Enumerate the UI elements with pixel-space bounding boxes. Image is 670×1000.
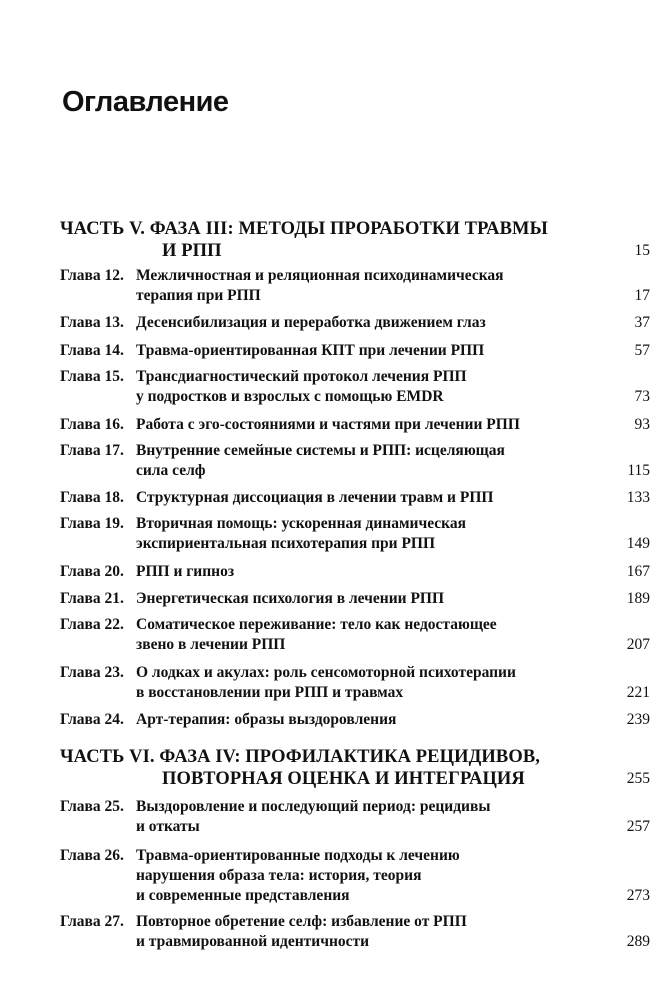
page-number: 255 <box>626 770 650 787</box>
chapter-title-line: Арт-терапия: образы выздоровления <box>136 711 397 728</box>
toc-chapter-entry <box>60 441 650 481</box>
chapter-title-line: Десенсибилизация и переработка движением глаз <box>136 314 486 331</box>
page-number: 73 <box>634 388 650 405</box>
toc-chapter-entry <box>60 663 650 703</box>
page-number: 221 <box>626 684 650 701</box>
toc-chapter-entry <box>60 367 650 407</box>
chapter-title-line: звено в лечении РПП <box>136 636 286 653</box>
toc-chapter-entry <box>60 514 650 554</box>
toc-chapter-entry <box>60 266 650 306</box>
part-title-line: ЧАСТЬ VI. ФАЗА IV: ПРОФИЛАКТИКА РЕЦИДИВОВ, <box>60 747 540 767</box>
toc-chapter-entry <box>60 562 650 582</box>
chapter-label: Глава 25. <box>60 798 124 815</box>
chapter-title-line: Соматическое переживание: тело как недостающее <box>136 616 497 633</box>
toc-chapter-entry <box>60 710 650 730</box>
page-number: 57 <box>634 342 650 359</box>
chapter-title-line: терапия при РПП <box>136 287 261 304</box>
chapter-label: Глава 22. <box>60 616 124 633</box>
page-number: 257 <box>626 818 650 835</box>
chapter-label: Глава 26. <box>60 847 124 864</box>
page-number: 167 <box>626 563 650 580</box>
page-number: 37 <box>634 314 650 331</box>
page-number: 93 <box>634 416 650 433</box>
chapter-title-line: О лодках и акулах: роль сенсомоторной психотерапии <box>136 664 516 681</box>
chapter-title-line: и откаты <box>136 818 200 835</box>
chapter-title-line: и травмированной идентичности <box>136 933 370 950</box>
part-title-line: ЧАСТЬ V. ФАЗА III: МЕТОДЫ ПРОРАБОТКИ ТРАВМЫ <box>60 219 548 239</box>
chapter-title-line: в восстановлении при РПП и травмах <box>136 684 404 701</box>
part-title-line: ПОВТОРНАЯ ОЦЕНКА И ИНТЕГРАЦИЯ <box>162 769 525 789</box>
chapter-label: Глава 23. <box>60 664 124 681</box>
page-number: 289 <box>626 933 650 950</box>
chapter-title-line: Работа с эго-состояниями и частями при лечении РПП <box>136 416 520 433</box>
toc-heading: Оглавление <box>62 86 229 118</box>
toc-part-entry <box>60 746 650 790</box>
chapter-title-line: у подростков и взрослых с помощью EMDR <box>136 388 444 405</box>
toc-chapter-entry <box>60 615 650 655</box>
page-number: 273 <box>626 887 650 904</box>
chapter-title-line: Энергетическая психология в лечении РПП <box>136 590 445 607</box>
chapter-title-line: сила селф <box>136 462 206 479</box>
toc-chapter-entry <box>60 313 650 333</box>
chapter-title-line: Травма-ориентированные подходы к лечению <box>136 847 460 864</box>
chapter-label: Глава 24. <box>60 711 124 728</box>
toc-chapter-entry <box>60 846 650 906</box>
chapter-title-line: РПП и гипноз <box>136 563 235 580</box>
page-number: 17 <box>634 287 650 304</box>
toc-chapter-entry <box>60 912 650 952</box>
chapter-label: Глава 13. <box>60 314 124 331</box>
chapter-title-line: Выздоровление и последующий период: рецидивы <box>136 798 491 815</box>
chapter-label: Глава 15. <box>60 368 124 385</box>
page-number: 115 <box>627 462 650 479</box>
chapter-label: Глава 18. <box>60 489 124 506</box>
chapter-label: Глава 12. <box>60 267 124 284</box>
page-number: 239 <box>626 711 650 728</box>
page-number: 133 <box>626 489 650 506</box>
chapter-label: Глава 27. <box>60 913 124 930</box>
chapter-label: Глава 19. <box>60 515 124 532</box>
part-title-line: И РПП <box>162 241 222 261</box>
page-number: 207 <box>626 636 650 653</box>
chapter-title-line: Внутренние семейные системы и РПП: исцеляющая <box>136 442 505 459</box>
toc-chapter-entry <box>60 415 650 435</box>
chapter-label: Глава 16. <box>60 416 124 433</box>
chapter-title-line: Повторное обретение селф: избавление от РПП <box>136 913 467 930</box>
chapter-title-line: Травма-ориентированная КПТ при лечении РПП <box>136 342 485 359</box>
chapter-label: Глава 14. <box>60 342 124 359</box>
toc-chapter-entry <box>60 589 650 609</box>
page-number: 189 <box>626 590 650 607</box>
chapter-title-line: экспириентальная психотерапия при РПП <box>136 535 436 552</box>
toc-chapter-entry <box>60 341 650 361</box>
chapter-label: Глава 17. <box>60 442 124 459</box>
chapter-title-line: Трансдиагностический протокол лечения РПП <box>136 368 467 385</box>
chapter-label: Глава 20. <box>60 563 124 580</box>
chapter-label: Глава 21. <box>60 590 124 607</box>
chapter-title-line: нарушения образа тела: история, теория <box>136 867 422 884</box>
chapter-title-line: Вторичная помощь: ускоренная динамическая <box>136 515 467 532</box>
chapter-title-line: и современные представления <box>136 887 350 904</box>
toc-part-entry <box>60 218 650 262</box>
chapter-title-line: Межличностная и реляционная психодинамическая <box>136 267 504 284</box>
toc-chapter-entry <box>60 797 650 837</box>
toc-chapter-entry <box>60 488 650 508</box>
page-number: 15 <box>634 242 650 259</box>
page-number: 149 <box>626 535 650 552</box>
chapter-title-line: Структурная диссоциация в лечении травм и РПП <box>136 489 494 506</box>
